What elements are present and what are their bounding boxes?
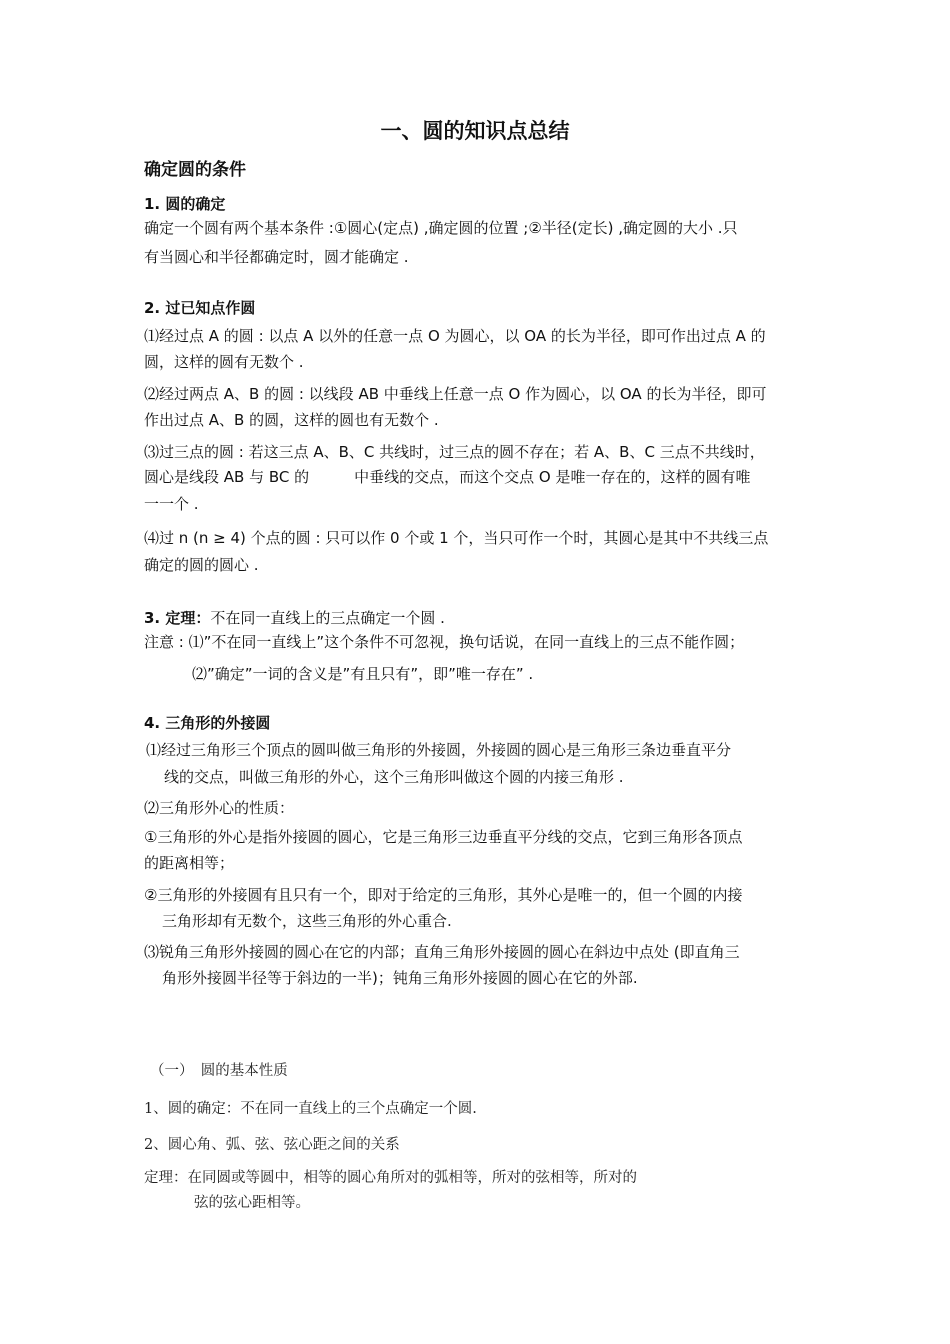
part-line4: 弦的弦心距相等。 bbox=[194, 1195, 310, 1211]
s3-note1: 注意 : ⑴”不在同一直线上”这个条件不可忽视，换句话说，在同一直线上的三点不能作圆； bbox=[144, 633, 745, 651]
s4-p3-line1: ⑶锐角三角形外接圆的圆心在它的内部；直角三角形外接圆的圆心在斜边中点处 (即直角三 bbox=[144, 943, 740, 961]
part-heading: （一） 圆的基本性质 bbox=[150, 1063, 288, 1079]
part-line1: 1、圆的确定：不在同一直线上的三个点确定一个圆. bbox=[144, 1101, 477, 1117]
s2-p1-line2: 圆，这样的圆有无数个 . bbox=[144, 353, 304, 371]
section-heading: 确定圆的条件 bbox=[144, 160, 246, 180]
s4-p2b-line1: ②三角形的外接圆有且只有一个，即对于给定的三角形，其外心是唯一的，但一个圆的内接 bbox=[144, 886, 743, 904]
s2-p1-line1: ⑴经过点 A 的圆 : 以点 A 以外的任意一点 O 为圆心，以 OA 的长为半径，即可作出过点 A 的 bbox=[144, 327, 766, 345]
heading-4: 4. 三角形的外接圆 bbox=[144, 714, 271, 732]
s4-p3-line2: 角形外接圆半径等于斜边的一半)；钝角三角形外接圆的圆心在它的外部. bbox=[162, 969, 638, 987]
s4-p1-line1: ⑴经过三角形三个顶点的圆叫做三角形的外接圆，外接圆的圆心是三角形三条边垂直平分 bbox=[146, 741, 732, 759]
s2-p2-line1: ⑵经过两点 A、B 的圆 : 以线段 AB 中垂线上任意一点 O 作为圆心，以 OA 的长为半径，即可 bbox=[144, 385, 767, 403]
s4-p1-line2: 线的交点，叫做三角形的外心，这个三角形叫做这个圆的内接三角形 . bbox=[164, 768, 624, 786]
part-line2: 2、圆心角、弧、弦、弦心距之间的关系 bbox=[144, 1137, 400, 1153]
s2-p3-line1: ⑶过三点的圆 : 若这三点 A、B、C 共线时，过三点的圆不存在；若 A、B、C 三点不共线时， bbox=[144, 443, 765, 461]
s2-p4-line2: 确定的圆的圆心 . bbox=[144, 556, 259, 574]
part-line3: 定理：在同圆或等圆中，相等的圆心角所对的弧相等，所对的弦相等，所对的 bbox=[144, 1170, 637, 1186]
s3-theorem-line bbox=[144, 606, 445, 630]
page-title: 一、圆的知识点总结 bbox=[380, 119, 570, 143]
s2-p3-line2: 圆心是线段 AB 与 BC 的 中垂线的交点，而这个交点 O 是唯一存在的，这样的圆有唯 bbox=[144, 468, 751, 486]
s2-p4-line1: ⑷过 n (n ≥ 4) 个点的圆 : 只可以作 0 个或 1 个，当只可作一个时，其圆心是其中不共线三点 bbox=[144, 529, 769, 547]
heading-3: 3. 定理： bbox=[144, 609, 211, 627]
s4-p2b-line2: 三角形却有无数个，这些三角形的外心重合. bbox=[162, 912, 452, 930]
s4-p2a-line1: ①三角形的外心是指外接圆的圆心，它是三角形三边垂直平分线的交点，它到三角形各顶点 bbox=[144, 828, 743, 846]
heading-1: 1. 圆的确定 bbox=[144, 195, 226, 213]
s3-note2: ⑵”确定”一词的含义是”有且只有”，即”唯一存在” . bbox=[192, 665, 534, 683]
s1-line1: 确定一个圆有两个基本条件 :①圆心(定点) ,确定圆的位置 ;②半径(定长) ,确定圆的大小 .只 bbox=[144, 219, 738, 237]
s2-p2-line2: 作出过点 A、B 的圆，这样的圆也有无数个 . bbox=[144, 411, 439, 429]
s1-line2: 有当圆心和半径都确定时，圆才能确定 . bbox=[144, 248, 409, 266]
theorem-text: 不在同一直线上的三点确定一个圆 . bbox=[210, 609, 445, 627]
s4-p2: ⑵三角形外心的性质： bbox=[144, 799, 295, 817]
heading-2: 2. 过已知点作圆 bbox=[144, 299, 256, 317]
s2-p3-line3: 一一个 . bbox=[144, 495, 199, 513]
s4-p2a-line2: 的距离相等； bbox=[144, 854, 235, 872]
